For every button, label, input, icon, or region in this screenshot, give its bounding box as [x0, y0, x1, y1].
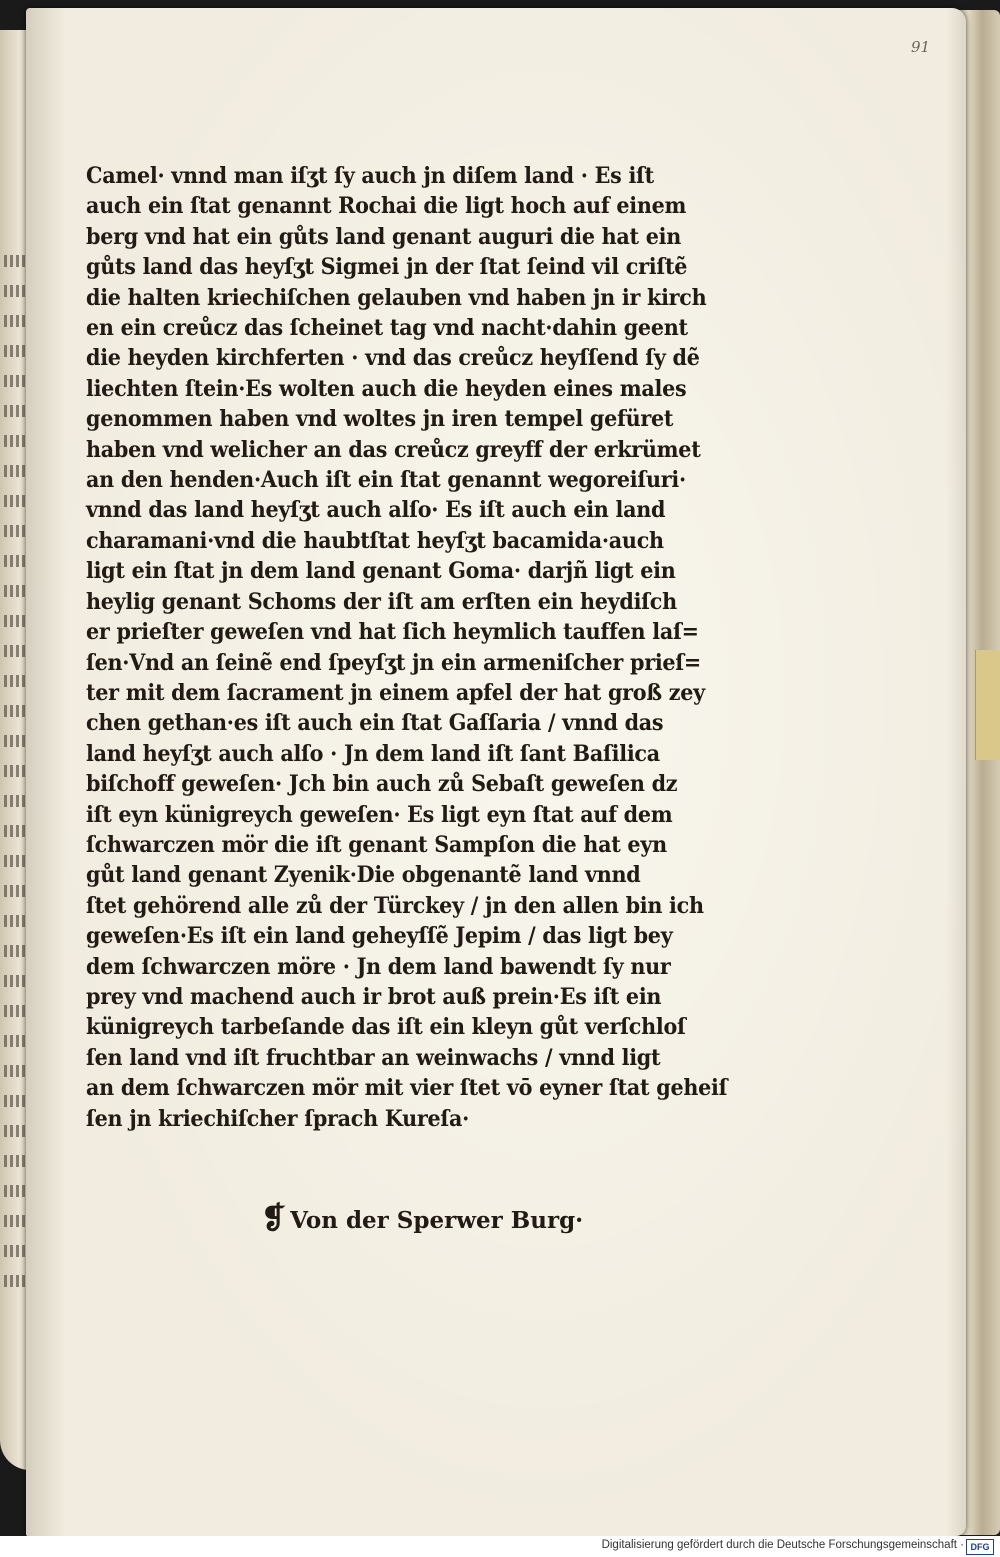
text-line: an den henden·Auch iſt ein ſtat genannt wegoreiſuri·: [86, 467, 686, 494]
text-line: gůt land genant Zyenik·Die obgenantẽ land vnnd: [86, 862, 641, 889]
text-line: vnnd das land heyſʒt auch alſo· Es iſt auch ein land: [86, 497, 666, 524]
page-tab-marker: [975, 650, 1000, 760]
viewer-footer: [0, 1536, 1000, 1557]
paragraph-mark-icon: ❡: [261, 1201, 287, 1236]
text-line: genommen haben vnd woltes jn iren tempel gefüret: [86, 406, 674, 433]
text-line: die halten kriechiſchen gelauben vnd haben jn ir kirch: [86, 284, 707, 311]
funding-credit: Digitalisierung gefördert durch die Deutsche Forschungsgemeinschaft ·: [601, 1539, 964, 1551]
text-line: ſtet gehörend alle zů der Türckey / jn den allen bin ich: [86, 892, 704, 919]
text-line: Camel· vnnd man iſʒt ſy auch jn diſem land · Es iſt: [86, 163, 654, 189]
text-line: ſen·Vnd an ſeinẽ end ſpeyſʒt jn ein armeniſcher prieſ=: [86, 649, 702, 676]
text-line: geweſen·Es iſt ein land geheyſſẽ Jepim / das ligt bey: [86, 923, 673, 950]
dfg-logo-icon: DFG: [966, 1539, 994, 1555]
text-line: prey vnd machend auch ir brot auß prein·Es iſt ein: [86, 983, 662, 1010]
text-line: an dem ſchwarczen mör mit vier ſtet vō eyner ſtat geheiſ: [86, 1075, 728, 1102]
text-line: land heyſʒt auch alſo · Jn dem land iſt ſant Baſilica: [86, 740, 660, 767]
text-line: ligt ein ſtat jn dem land genant Goma· darjñ ligt ein: [86, 558, 676, 585]
text-line: charamani·vnd die haubtſtat heyſʒt bacamida·auch: [86, 527, 664, 554]
folio-number: 91: [911, 38, 931, 56]
text-line: gůts land das heyſʒt Sigmei jn der ſtat ſeind vil criſtẽ: [86, 254, 688, 281]
text-line: ſen jn kriechiſcher ſprach Kureſa·: [86, 1105, 470, 1132]
text-line: biſchoff geweſen· Jch bin auch zů Sebaſt geweſen dz: [86, 771, 678, 798]
text-line: haben vnd welicher an das creůcz greyff der erkrümet: [86, 436, 701, 463]
text-line: dem ſchwarczen möre · Jn dem land bawendt ſy nur: [86, 953, 671, 980]
text-line: ſen land vnd iſt fruchtbar an weinwachs / vnnd ligt: [86, 1044, 661, 1071]
book-page: [26, 8, 966, 1536]
text-line: auch ein ſtat genannt Rochai die ligt hoch auf einem: [86, 193, 687, 220]
text-line: liechten ſtein·Es wolten auch die heyden eines males: [86, 375, 687, 402]
text-line: iſt eyn künigreych geweſen· Es ligt eyn ſtat auf dem: [86, 801, 673, 828]
text-line: heylig genant Schoms der iſt am erſten ein heydiſch: [86, 588, 677, 615]
text-line: ſchwarczen mör die iſt genant Sampſon die hat eyn: [86, 831, 667, 858]
page-text-block: [86, 161, 766, 1134]
text-line: chen gethan·es iſt auch ein ſtat Gaſſaria / vnnd das: [86, 710, 664, 737]
text-line: die heyden kirchferten · vnd das creůcz heyſſend ſy dẽ: [86, 345, 700, 372]
section-heading: [261, 1201, 583, 1236]
section-heading-text: Von der Sperwer Burg·: [290, 1207, 584, 1234]
text-line: künigreych tarbeſande das iſt ein kleyn gůt verſchloſ: [86, 1014, 686, 1041]
text-line: ter mit dem ſacrament jn einem apfel der hat groß zey: [86, 679, 705, 706]
text-line: en ein creůcz das ſcheinet tag vnd nacht·dahin geent: [86, 315, 688, 342]
text-line: er prieſter geweſen vnd hat ſich heymlich tauffen laſ=: [86, 619, 699, 646]
text-line: berg vnd hat ein gůts land genant auguri die hat ein: [86, 223, 682, 250]
